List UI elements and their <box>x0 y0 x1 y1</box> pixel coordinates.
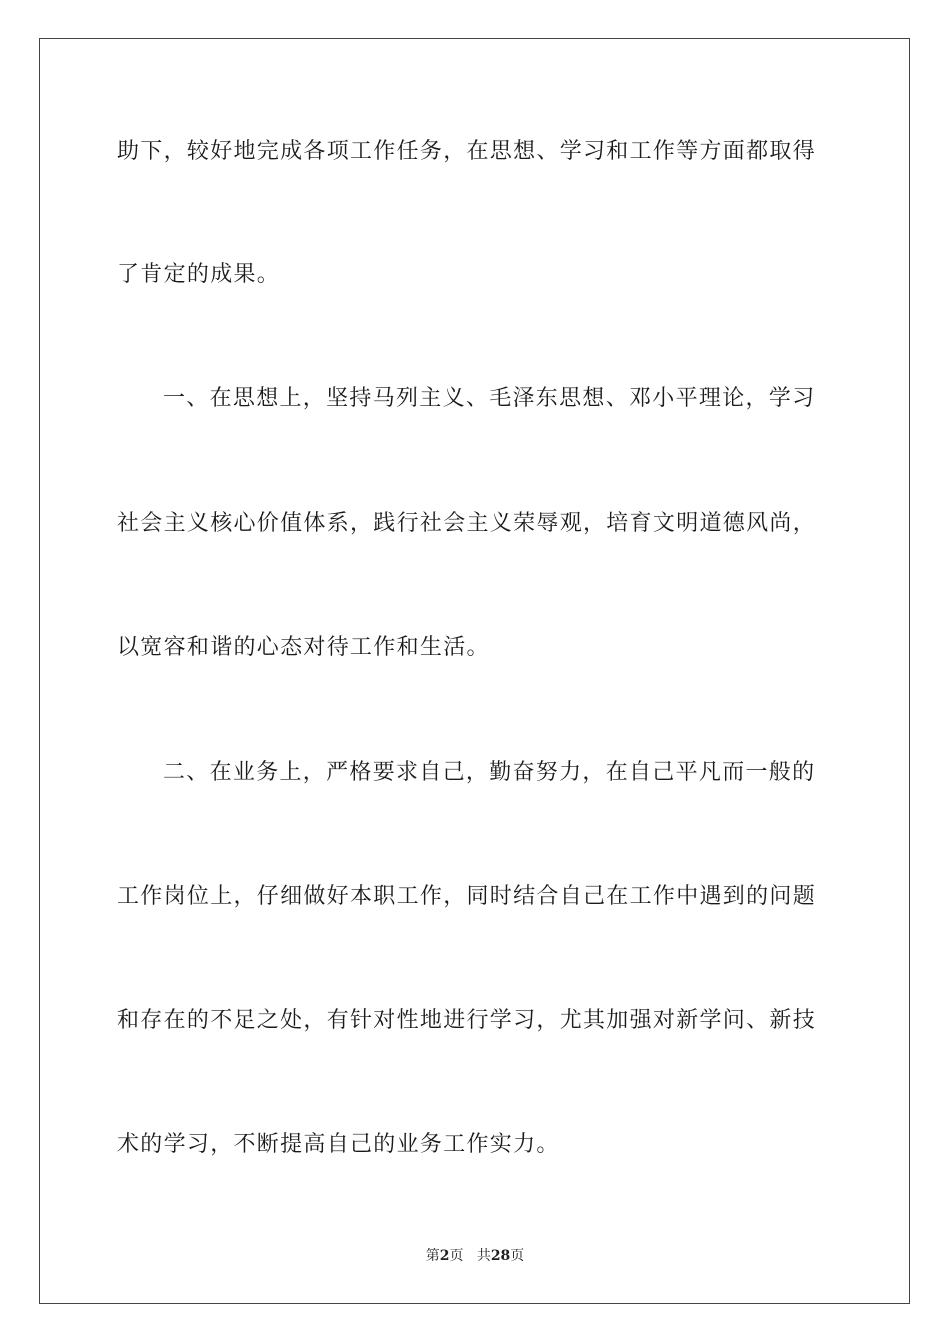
footer-page-prefix: 第 <box>425 1248 440 1264</box>
footer-total-pages: 28 <box>490 1248 511 1264</box>
footer-page-suffix: 页 <box>449 1248 464 1264</box>
footer-total-suffix: 页 <box>510 1248 525 1264</box>
page-border <box>39 38 910 1304</box>
body-line-2: 了肯定的成果。 <box>117 262 281 287</box>
body-line-6: 二、在业务上，严格要求自己，勤奋努力，在自己平凡而一般的 <box>163 760 816 785</box>
body-line-5: 以宽容和谐的心态对待工作和生活。 <box>117 635 490 660</box>
body-line-1: 助下，较好地完成各项工作任务，在思想、学习和工作等方面都取得 <box>117 139 817 164</box>
footer-page-number: 2 <box>439 1248 450 1264</box>
body-line-8: 和存在的不足之处，有针对性地进行学习，尤其加强对新学问、新技 <box>117 1008 817 1033</box>
page-footer <box>0 1246 950 1266</box>
body-line-4: 社会主义核心价值体系，践行社会主义荣辱观，培育文明道德风尚， <box>117 511 817 536</box>
footer-total-prefix: 共 <box>476 1248 491 1264</box>
body-line-7: 工作岗位上，仔细做好本职工作，同时结合自己在工作中遇到的问题 <box>117 884 817 909</box>
body-line-3: 一、在思想上，坚持马列主义、毛泽东思想、邓小平理论，学习 <box>163 386 816 411</box>
body-line-9: 术的学习，不断提高自己的业务工作实力。 <box>117 1132 560 1157</box>
